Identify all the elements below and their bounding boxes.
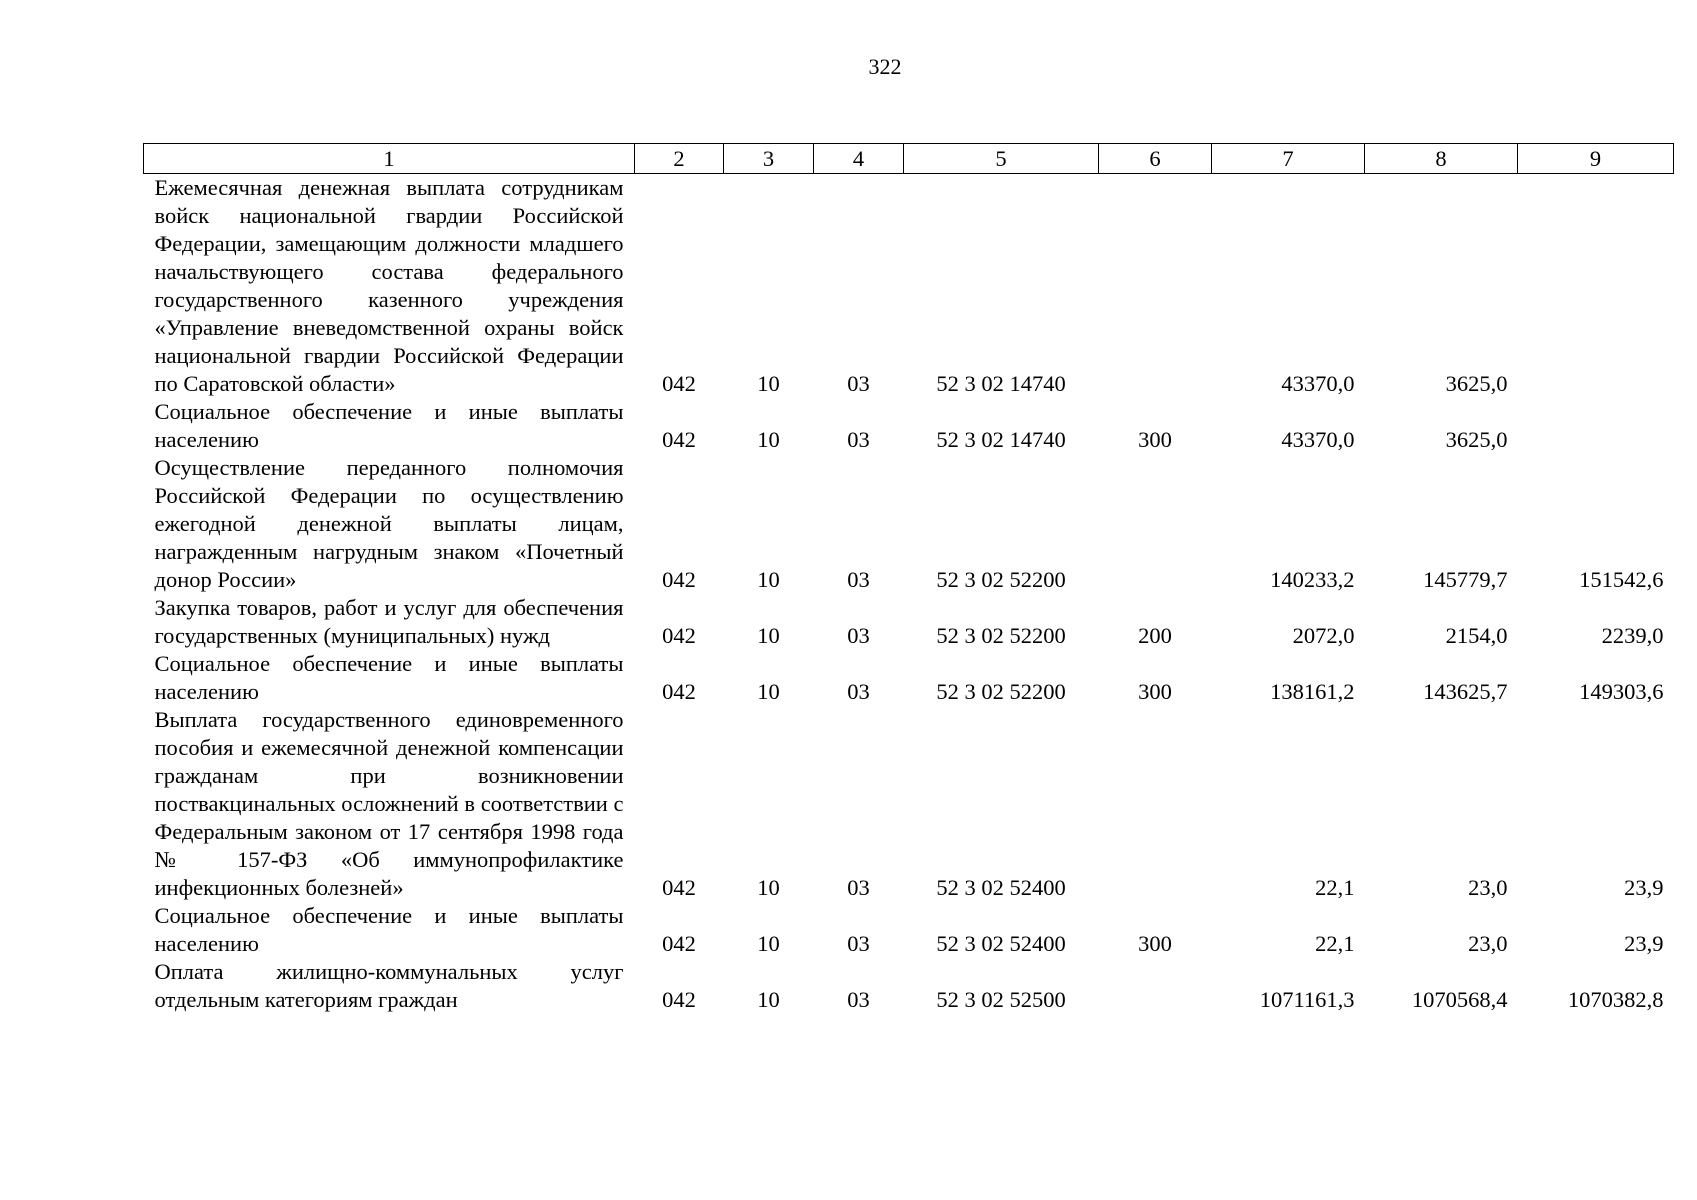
cell-expense-type <box>1099 706 1212 902</box>
cell-year1: 22,1 <box>1315 875 1355 900</box>
cell-name: Социальное обеспечение и иные выплаты населению <box>154 399 624 452</box>
cell-name: Социальное обеспечение и иные выплаты населению <box>154 903 624 956</box>
cell-name: Выплата государственного единовременного пособия и ежемесячной денежной компенсации гражданам при возникновении поствакцинальных осложнений в соответствии с Федеральным законом от 17 сентября 1998 года № 157-ФЗ «Об иммунопрофилактике инфекционных болезней» <box>154 707 624 900</box>
cell-year3 <box>1518 174 1674 399</box>
cell-year1: 140233,2 <box>1270 567 1355 592</box>
cell-target: 52 3 02 52400 <box>936 875 1066 900</box>
cell-year2: 145779,7 <box>1423 567 1508 592</box>
cell-section: 10 <box>757 427 780 452</box>
cell-subsection: 03 <box>847 679 870 704</box>
cell-ministry: 042 <box>662 931 696 956</box>
cell-target: 52 3 02 52400 <box>936 931 1066 956</box>
cell-year2: 3625,0 <box>1445 427 1508 452</box>
header-cell-ministry: 2 <box>635 144 724 174</box>
cell-expense-type: 300 <box>1138 931 1172 956</box>
cell-ministry: 042 <box>662 427 696 452</box>
table-row <box>144 958 1674 1014</box>
cell-year2: 3625,0 <box>1445 371 1508 396</box>
header-cell-target: 5 <box>904 144 1099 174</box>
cell-subsection: 03 <box>847 875 870 900</box>
cell-expense-type <box>1099 958 1212 1014</box>
cell-year3: 23,9 <box>1624 875 1664 900</box>
cell-year3: 2239,0 <box>1601 623 1664 648</box>
cell-year3: 151542,6 <box>1579 567 1664 592</box>
cell-section: 10 <box>757 931 780 956</box>
cell-expense-type: 300 <box>1138 679 1172 704</box>
cell-ministry: 042 <box>662 679 696 704</box>
cell-target: 52 3 02 52500 <box>936 987 1066 1012</box>
cell-subsection: 03 <box>847 567 870 592</box>
table-row <box>144 454 1674 594</box>
table-body <box>144 174 1674 1015</box>
cell-subsection: 03 <box>847 623 870 648</box>
cell-year2: 143625,7 <box>1423 679 1508 704</box>
cell-year1: 43370,0 <box>1281 427 1355 452</box>
header-cell-section: 3 <box>724 144 814 174</box>
cell-expense-type <box>1099 174 1212 399</box>
cell-subsection: 03 <box>847 371 870 396</box>
budget-table <box>143 143 1674 1014</box>
cell-section: 10 <box>757 567 780 592</box>
cell-year2: 2154,0 <box>1445 623 1508 648</box>
cell-ministry: 042 <box>662 987 696 1012</box>
cell-year3: 1070382,8 <box>1567 987 1664 1012</box>
cell-year1: 1071161,3 <box>1259 987 1355 1012</box>
cell-year3 <box>1518 398 1674 454</box>
cell-year3: 149303,6 <box>1579 679 1664 704</box>
cell-subsection: 03 <box>847 987 870 1012</box>
table-row <box>144 594 1674 650</box>
header-cell-year2: 8 <box>1365 144 1518 174</box>
cell-ministry: 042 <box>662 875 696 900</box>
cell-year3: 23,9 <box>1624 931 1664 956</box>
cell-target: 52 3 02 52200 <box>936 623 1066 648</box>
cell-year2: 23,0 <box>1468 931 1508 956</box>
header-cell-name: 1 <box>144 144 635 174</box>
table-row <box>144 650 1674 706</box>
cell-section: 10 <box>757 371 780 396</box>
cell-expense-type <box>1099 454 1212 594</box>
cell-target: 52 3 02 52200 <box>936 679 1066 704</box>
cell-target: 52 3 02 14740 <box>936 371 1066 396</box>
header-cell-subsection: 4 <box>814 144 904 174</box>
cell-section: 10 <box>757 875 780 900</box>
cell-section: 10 <box>757 623 780 648</box>
page-number: 322 <box>868 54 902 79</box>
cell-ministry: 042 <box>662 623 696 648</box>
cell-year1: 138161,2 <box>1270 679 1355 704</box>
cell-year2: 1070568,4 <box>1411 987 1508 1012</box>
cell-year1: 2072,0 <box>1292 623 1355 648</box>
cell-expense-type: 200 <box>1138 623 1172 648</box>
header-cell-year3: 9 <box>1518 144 1674 174</box>
cell-ministry: 042 <box>662 567 696 592</box>
cell-ministry: 042 <box>662 371 696 396</box>
cell-year2: 23,0 <box>1468 875 1508 900</box>
table-row <box>144 706 1674 902</box>
cell-subsection: 03 <box>847 931 870 956</box>
cell-expense-type: 300 <box>1138 427 1172 452</box>
cell-target: 52 3 02 14740 <box>936 427 1066 452</box>
header-cell-expense-type: 6 <box>1099 144 1212 174</box>
table-row <box>144 902 1674 958</box>
cell-name: Осуществление переданного полномочия Российской Федерации по осуществлению ежегодной денежной выплаты лицам, награжденным нагрудным знаком «Почетный донор России» <box>154 455 624 592</box>
cell-year1: 43370,0 <box>1281 371 1355 396</box>
cell-section: 10 <box>757 987 780 1012</box>
table-row <box>144 398 1674 454</box>
cell-section: 10 <box>757 679 780 704</box>
cell-subsection: 03 <box>847 427 870 452</box>
cell-name: Ежемесячная денежная выплата сотрудникам войск национальной гвардии Российской Федерации, замещающим должности младшего начальствующего состава федерального государственного казенного учреждения «Управление вневедомственной охраны войск национальной гвардии Российской Федерации по Саратовской области» <box>154 175 624 396</box>
cell-year1: 22,1 <box>1315 931 1355 956</box>
cell-name: Оплата жилищно-коммунальных услуг отдельным категориям граждан <box>154 959 624 1012</box>
cell-target: 52 3 02 52200 <box>936 567 1066 592</box>
cell-name: Социальное обеспечение и иные выплаты населению <box>154 651 624 704</box>
table-row <box>144 174 1674 399</box>
header-cell-year1: 7 <box>1212 144 1365 174</box>
cell-name: Закупка товаров, работ и услуг для обеспечения государственных (муниципальных) нужд <box>154 595 624 648</box>
header-row <box>144 144 1674 174</box>
